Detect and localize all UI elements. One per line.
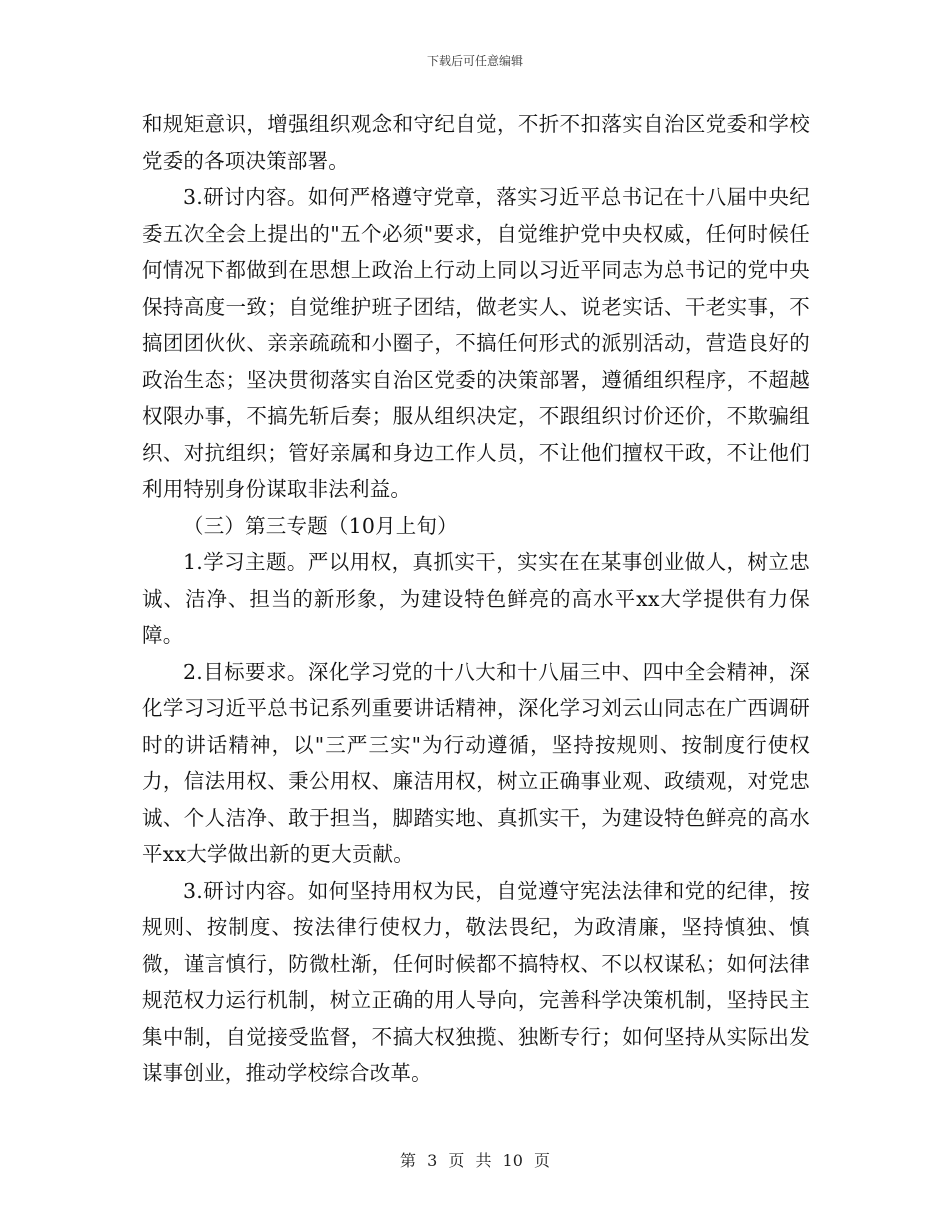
paragraph: 和规矩意识，增强组织观念和守纪自觉，不折不扣落实自治区党委和学校党委的各项决策部署。 <box>142 112 810 173</box>
section-heading: （三）第三专题（10月上旬） <box>183 513 458 538</box>
page-footer: 第 3 页 共 10 页 <box>400 1151 550 1170</box>
paragraph: 3.研讨内容。如何严格遵守党章，落实习近平总书记在十八届中央纪委五次全会上提出的"五个必须"要求，自觉维护党中央权威，任何时候任何情况下都做到在思想上政治上行动上同以习近平同志为总书记的党中央保持高度一致；自觉维护班子团结，做老实人、说老实话、干老实事，不搞团团伙伙、亲亲疏疏和小圈子，不搞任何形式的派别活动，营造良好的政治生态；坚决贯彻落实自治区党委的决策部署，遵循组织程序，不超越权限办事，不搞先斩后奏；服从组织决定，不跟组织讨价还价，不欺骗组织、对抗组织；管好亲属和身边工作人员，不让他们擅权干政，不让他们利用特别身份谋取非法利益。 <box>142 185 810 501</box>
page-header: 下载后可任意编辑 <box>426 54 523 68</box>
paragraph: 3.研讨内容。如何坚持用权为民，自觉遵守宪法法律和党的纪律，按规则、按制度、按法律行使权力，敬法畏纪，为政清廉，坚持慎独、慎微，谨言慎行，防微杜渐，任何时候都不搞特权、不以权谋私；如何法律规范权力运行机制，树立正确的用人导向，完善科学决策机制，坚持民主集中制，自觉接受监督，不搞大权独揽、独断专行；如何坚持从实际出发谋事创业，推动学校综合改革。 <box>142 878 810 1085</box>
document-body <box>142 106 810 1092</box>
paragraph: 1.学习主题。严以用权，真抓实干，实实在在某事创业做人，树立忠诚、洁净、担当的新形象，为建设特色鲜亮的高水平xx大学提供有力保障。 <box>142 550 810 647</box>
paragraph: 2.目标要求。深化学习党的十八大和十八届三中、四中全会精神，深化学习习近平总书记系列重要讲话精神，深化学习刘云山同志在广西调研时的讲话精神，以"三严三实"为行动遵循，坚持按规则、按制度行使权力，信法用权、秉公用权、廉洁用权，树立正确事业观、政绩观，对党忠诚、个人洁净、敢于担当，脚踏实地、真抓实干，为建设特色鲜亮的高水平xx大学做出新的更大贡献。 <box>142 659 810 866</box>
